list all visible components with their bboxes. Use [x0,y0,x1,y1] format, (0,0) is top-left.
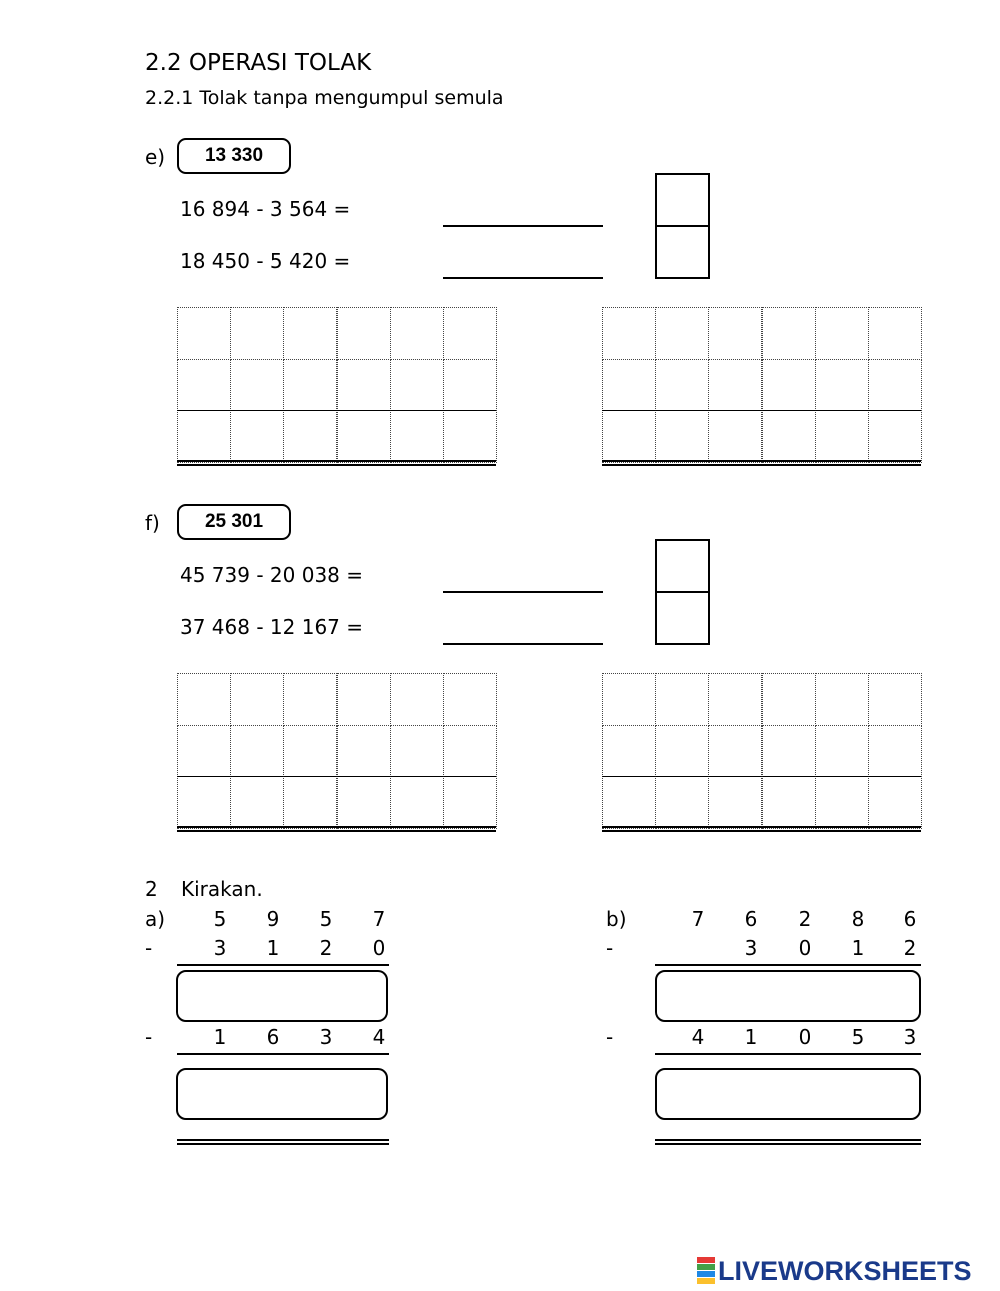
grid-cell[interactable] [390,307,444,360]
answer-blank-e1[interactable] [443,225,603,227]
minus-sign: - [606,1025,614,1049]
grid-double-line [602,464,921,466]
answer-input-2b-1[interactable] [655,970,921,1022]
liveworksheets-logo-icon [697,1257,715,1285]
grid-cell[interactable] [602,307,656,360]
grid-solid-line [602,410,921,411]
grid-cell[interactable] [177,776,231,829]
double-rule-bottom [655,1143,921,1145]
grid-double-line [177,464,496,466]
grid-cell[interactable] [708,673,762,726]
grid-cell[interactable] [390,410,444,463]
grid-cell[interactable] [177,359,231,412]
grid-cell[interactable] [815,776,869,829]
grid-cell[interactable] [868,776,922,829]
grid-cell[interactable] [815,307,869,360]
answer-input-2a-1[interactable] [176,970,388,1022]
grid-cell[interactable] [602,776,656,829]
tick-box-f1[interactable] [655,539,710,593]
equation-e1: 16 894 - 3 564 = [180,197,351,221]
grid-cell[interactable] [443,359,497,412]
double-rule-bottom [177,1143,389,1145]
grid-cell[interactable] [230,410,284,463]
minus-sign: - [145,936,153,960]
grid-cell[interactable] [283,359,337,412]
answer-blank-f1[interactable] [443,591,603,593]
answer-badge-f: 25 301 [177,504,291,540]
minus-sign: - [145,1025,153,1049]
digit: 1 [266,936,280,960]
grid-double-line [602,830,921,832]
grid-cell[interactable] [708,307,762,360]
grid-cell[interactable] [337,673,391,726]
question-label-2a: a) [145,907,166,931]
digit: 1 [851,936,865,960]
grid-cell[interactable] [655,673,709,726]
answer-blank-e2[interactable] [443,277,603,279]
digit: 4 [691,1025,705,1049]
tick-box-e2[interactable] [655,225,710,279]
tick-box-e1[interactable] [655,173,710,227]
digit: 2 [903,936,917,960]
digit: 2 [319,936,333,960]
grid-cell[interactable] [443,725,497,778]
grid-cell[interactable] [815,725,869,778]
digit: 6 [903,907,917,931]
digit: 9 [266,907,280,931]
grid-cell[interactable] [868,410,922,463]
working-grid-e-right [602,307,921,466]
grid-cell[interactable] [815,359,869,412]
grid-cell[interactable] [443,673,497,726]
grid-double-line [602,460,921,462]
grid-cell[interactable] [177,307,231,360]
grid-solid-line [177,410,496,411]
equation-e2: 18 450 - 5 420 = [180,249,351,273]
grid-cell[interactable] [390,359,444,412]
rule-line [655,1053,921,1055]
digit: 0 [798,936,812,960]
grid-cell[interactable] [283,307,337,360]
digit: 5 [851,1025,865,1049]
digit: 0 [372,936,386,960]
grid-cell[interactable] [762,673,816,726]
digit: 3 [903,1025,917,1049]
answer-badge-e: 13 330 [177,138,291,174]
grid-cell[interactable] [390,673,444,726]
digit: 4 [372,1025,386,1049]
question-label-2b: b) [606,907,627,931]
grid-cell[interactable] [230,307,284,360]
grid-double-line [177,826,496,828]
double-rule-top [177,1139,389,1141]
grid-cell[interactable] [337,725,391,778]
digit: 5 [319,907,333,931]
digit: 7 [691,907,705,931]
grid-cell[interactable] [602,673,656,726]
grid-cell[interactable] [762,307,816,360]
grid-cell[interactable] [443,410,497,463]
digit: 6 [266,1025,280,1049]
grid-cell[interactable] [443,776,497,829]
grid-cell[interactable] [868,307,922,360]
working-grid-f-left [177,673,496,832]
grid-cell[interactable] [230,725,284,778]
grid-cell[interactable] [390,725,444,778]
answer-blank-f2[interactable] [443,643,603,645]
grid-cell[interactable] [283,725,337,778]
section-number: 2 [145,877,158,901]
rule-line [177,1053,389,1055]
brand-logo: LIVEWORKSHEETS [718,1256,972,1286]
grid-cell[interactable] [283,673,337,726]
grid-cell[interactable] [230,359,284,412]
grid-double-line [177,830,496,832]
digit: 0 [798,1025,812,1049]
grid-cell[interactable] [655,307,709,360]
grid-cell[interactable] [655,725,709,778]
grid-cell[interactable] [337,776,391,829]
grid-cell[interactable] [868,673,922,726]
grid-double-line [177,460,496,462]
minus-sign: - [606,936,614,960]
grid-cell[interactable] [762,725,816,778]
digit: 3 [319,1025,333,1049]
answer-input-2a-2[interactable] [176,1068,388,1120]
grid-solid-line [177,776,496,777]
working-grid-f-right [602,673,921,832]
grid-cell[interactable] [283,776,337,829]
grid-cell[interactable] [337,359,391,412]
grid-cell[interactable] [762,359,816,412]
equation-f1: 45 739 - 20 038 = [180,563,364,587]
tick-box-f2[interactable] [655,591,710,645]
grid-cell[interactable] [762,776,816,829]
double-rule-top [655,1139,921,1141]
grid-cell[interactable] [602,359,656,412]
grid-cell[interactable] [177,725,231,778]
digit: 1 [744,1025,758,1049]
grid-cell[interactable] [230,776,284,829]
digit: 8 [851,907,865,931]
grid-cell[interactable] [708,776,762,829]
page-title: 2.2 OPERASI TOLAK [145,50,372,76]
grid-double-line [602,826,921,828]
grid-cell[interactable] [177,410,231,463]
question-label-f: f) [145,511,160,535]
grid-cell[interactable] [655,776,709,829]
grid-cell[interactable] [708,410,762,463]
grid-cell[interactable] [390,776,444,829]
digit: 5 [213,907,227,931]
digit: 7 [372,907,386,931]
rule-line [177,964,389,966]
grid-cell[interactable] [708,359,762,412]
grid-cell[interactable] [602,725,656,778]
question-label-e: e) [145,145,166,169]
grid-cell[interactable] [337,307,391,360]
grid-solid-line [602,776,921,777]
grid-cell[interactable] [815,410,869,463]
grid-cell[interactable] [283,410,337,463]
digit: 3 [744,936,758,960]
grid-cell[interactable] [655,410,709,463]
answer-input-2b-2[interactable] [655,1068,921,1120]
digit: 6 [744,907,758,931]
grid-cell[interactable] [655,359,709,412]
grid-cell[interactable] [708,725,762,778]
digit: 1 [213,1025,227,1049]
grid-cell[interactable] [868,725,922,778]
grid-cell[interactable] [602,410,656,463]
grid-cell[interactable] [177,673,231,726]
grid-cell[interactable] [868,359,922,412]
grid-cell[interactable] [230,673,284,726]
grid-cell[interactable] [337,410,391,463]
equation-f2: 37 468 - 12 167 = [180,615,364,639]
rule-line [655,964,921,966]
working-grid-e-left [177,307,496,466]
grid-cell[interactable] [443,307,497,360]
section-heading: Kirakan. [181,877,263,901]
digit: 2 [798,907,812,931]
digit: 3 [213,936,227,960]
grid-cell[interactable] [815,673,869,726]
grid-cell[interactable] [762,410,816,463]
page-subtitle: 2.2.1 Tolak tanpa mengumpul semula [145,87,504,109]
